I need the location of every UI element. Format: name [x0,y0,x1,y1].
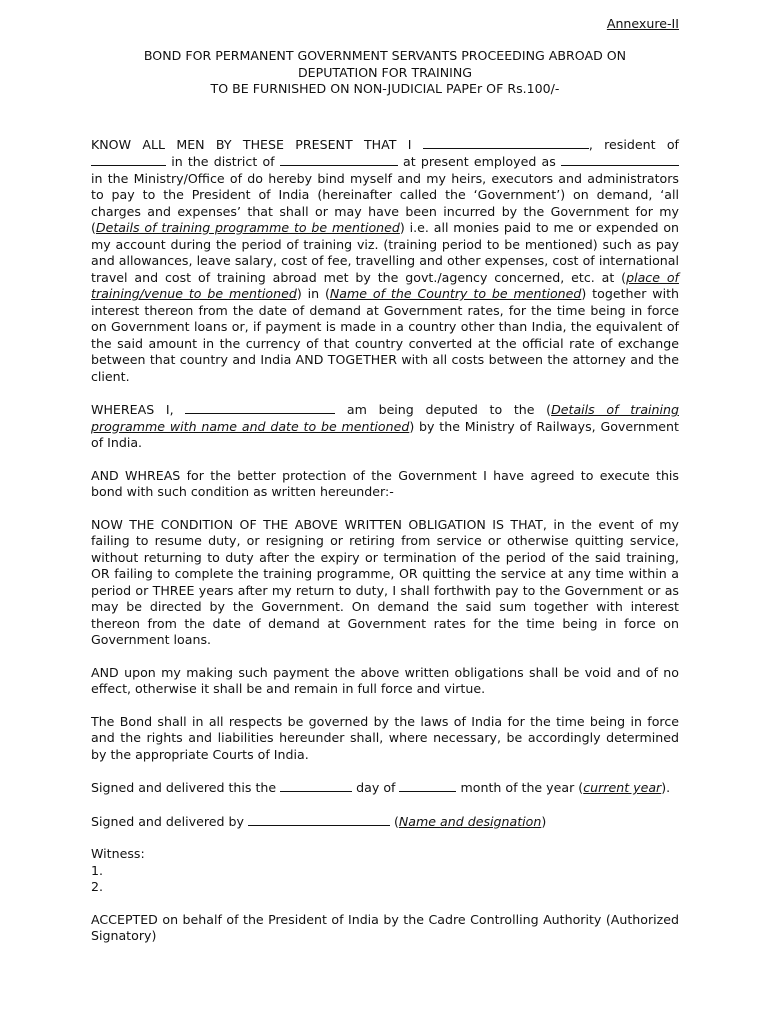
title-line-2: DEPUTATION FOR TRAINING [297,64,473,80]
bond-document [91,16,679,945]
signed-by-line [91,813,679,831]
signed1-text: day of [352,780,400,795]
witness-item-2: 2. [91,879,104,894]
governing-law-paragraph: The Bond shall in all respects be governed by the laws of India for the time being in force and the rights and liabilities hereunder shall, where necessary, be accordingly determined by the appropriate Courts of India. [91,713,679,762]
signed1-text: ). [661,780,671,795]
annexure-label: Annexure-II [606,16,679,31]
para1-text: , resident of [588,136,679,152]
signed1-text: month of the year ( [456,780,584,795]
payment-void-paragraph: AND upon my making such payment the above written obligations shall be void and of no effect, otherwise it shall be and remain in full force and virtue. [91,664,679,696]
training-venue-placeholder: place of training/venue to be mentioned [91,269,679,301]
current-year-placeholder: current year [583,780,662,795]
para1-text: ) in ( [296,286,330,301]
para1-text: KNOW ALL MEN BY THESE PRESENT THAT I [91,136,423,152]
para1-text: ) together with interest thereon from the date of demand at Government rates, for the time being in force on Government loans or, if payment is made in a country other than India, the equivalent of the said amount in the currency of that country converted at the official rate of exchange between that country and India AND TOGETHER with all costs between the attorney and the client. [91,286,680,384]
know-all-men-paragraph [91,136,679,386]
district-blank [280,153,398,166]
signed2-text: Signed and delivered by [91,813,248,829]
para2-text: ) by the Ministry of Railways, Government of India. [91,418,679,450]
and-whereas-paragraph: AND WHREAS for the better protection of the Government I have agreed to execute this bond with such condition as written hereunder:- [91,467,679,499]
document-title [91,48,679,98]
accepted-paragraph: ACCEPTED on behalf of the President of India by the Cadre Controlling Authority (Authorized Signatory) [91,911,679,943]
witness-label: Witness: [91,846,145,861]
signatory-blank [248,813,390,826]
programme-details-placeholder: Details of training programme with name and date to be mentioned [91,402,679,434]
day-blank [280,779,352,792]
para1-text: in the district of [166,154,280,169]
para1-text: in the Ministry/Office of do hereby bind myself and my heirs, executors and administrators to pay to the President of India (hereinafter called the ‘Government’) on demand, ‘all charges and expenses’ that shall or may have been incurred by the Government for my ( [91,170,679,235]
title-line-3: TO BE FURNISHED ON NON-JUDICIAL PAPEr OF Rs.100/- [210,81,560,96]
signed1-text: Signed and delivered this the [91,780,281,795]
signed-date-line [91,779,679,797]
whereas-name-blank [185,401,335,414]
para2-text: WHEREAS I, [91,402,186,417]
witness-block [91,846,679,896]
country-placeholder: Name of the Country to be mentioned [329,286,582,301]
signed2-text: ) [541,813,547,829]
designation-blank [561,153,679,166]
signed2-text: ( [389,813,399,829]
name-blank [423,136,589,149]
training-details-placeholder: Details of training programme to be mentioned [95,220,400,235]
residence-blank [91,153,166,166]
para1-text: at present employed as [397,154,561,169]
whereas-paragraph [91,401,679,452]
para1-text: ) i.e. all monies paid to me or expended on my account during the period of training viz. (training period to be mentioned) such as pay and allowances, leave salary, cost of fee, travelling and other expenses, cost of international travel and cost of training abroad met by the govt./agency concerned, etc. at ( [91,220,680,285]
name-designation-placeholder: Name and designation [398,813,542,829]
month-blank [399,779,456,792]
witness-item-1: 1. [91,862,104,878]
title-line-1: BOND FOR PERMANENT GOVERNMENT SERVANTS PROCEEDING ABROAD ON [143,48,627,63]
para2-text: am being deputed to the ( [335,402,552,417]
condition-paragraph: NOW THE CONDITION OF THE ABOVE WRITTEN OBLIGATION IS THAT, in the event of my failing to resume duty, or resigning or retiring from service or otherwise quitting service, without returning to duty after the expiry or termination of the period of the said training, OR failing to complete the training programme, OR quitting the service at any time within a period or THREE years after my return to duty, I shall forthwith pay to the Government or as may be directed by the Government. On demand the said sum together with interest thereon from the date of demand at Government rates for the time being in force on Government loans. [91,516,679,647]
